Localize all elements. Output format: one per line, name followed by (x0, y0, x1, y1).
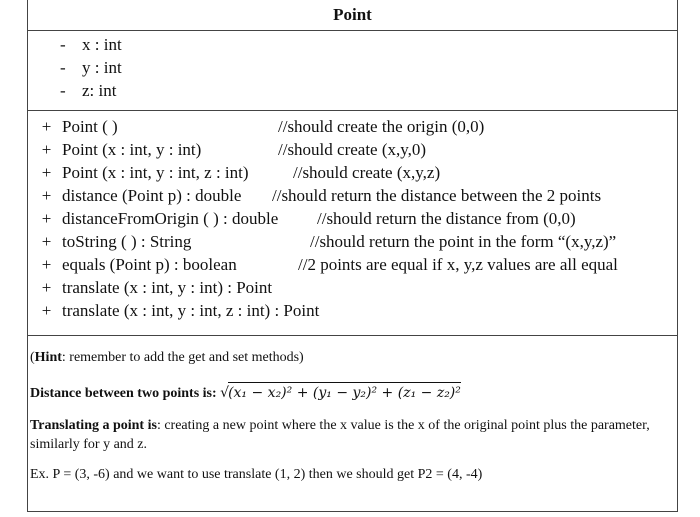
method-point-xy (36, 140, 201, 160)
method-signature: translate (x : int, y : int) : Point (62, 278, 273, 297)
method-comment: //2 points are equal if x, y,z values are all equal (298, 255, 618, 274)
method-translate-xy (36, 278, 272, 298)
method-comment: //should create (x,y,0) (278, 140, 427, 159)
attribute-text: y : int (82, 58, 122, 77)
attribute-text: z: int (82, 81, 117, 100)
method-signature: translate (x : int, y : int, z : int) : Point (62, 301, 320, 320)
method-signature: toString ( ) : String (62, 232, 192, 251)
method-distance (36, 186, 241, 206)
method-signature: distance (Point p) : double (62, 186, 242, 205)
hint-label: Hint (34, 350, 62, 365)
method-comment: //should return the point in the form “(x,y,z)” (310, 232, 617, 251)
public-visibility: + (41, 209, 52, 228)
attribute-text: x : int (82, 35, 122, 54)
method-point-xyz (36, 163, 249, 183)
public-visibility: + (41, 186, 52, 205)
public-visibility: + (41, 301, 52, 320)
attribute-z (60, 81, 116, 101)
private-visibility: - (60, 81, 66, 100)
public-visibility: + (41, 278, 52, 297)
private-visibility: - (60, 35, 66, 54)
method-distance-from-origin (36, 209, 278, 229)
private-visibility: - (60, 58, 66, 77)
public-visibility: + (41, 255, 52, 274)
method-signature: Point (x : int, y : int, z : int) (62, 163, 249, 182)
method-signature: Point ( ) (62, 117, 118, 136)
example-note: Ex. P = (3, -6) and we want to use translate (1, 2) then we should get P2 = (4, -4) (30, 467, 483, 482)
method-comment: //should return the distance between the 2 points (272, 186, 602, 205)
method-signature: Point (x : int, y : int) (62, 140, 202, 159)
public-visibility: + (41, 232, 52, 251)
distance-note (30, 382, 663, 403)
distance-formula: √(x₁ − x₂)² + (y₁ − y₂)² + (z₁ − z₂)² (220, 385, 461, 401)
public-visibility: + (41, 117, 52, 136)
translate-label: Translating a point is (30, 418, 157, 433)
public-visibility: + (41, 163, 52, 182)
attributes-section (28, 31, 677, 111)
method-to-string (36, 232, 191, 252)
method-equals (36, 255, 237, 275)
method-signature: distanceFromOrigin ( ) : double (62, 209, 279, 228)
hint-text: : remember to add the get and set methods) (61, 350, 304, 365)
method-point-default (36, 117, 118, 137)
public-visibility: + (41, 140, 52, 159)
distance-label: Distance between two points is: (30, 386, 221, 401)
translate-text: : creating a new point where the x value is the x of the original point plus the parameter, similarly for y and z. (30, 418, 650, 452)
method-translate-xyz (36, 301, 319, 321)
hint-note: (Hint: remember to add the get and set methods) (30, 350, 304, 365)
methods-section (28, 111, 677, 336)
class-name: Point (28, 0, 677, 31)
attribute-y (60, 58, 122, 78)
method-signature: equals (Point p) : boolean (62, 255, 237, 274)
method-comment: //should create the origin (0,0) (278, 117, 485, 136)
translate-note (30, 416, 663, 454)
notes-section (28, 336, 677, 511)
method-comment: //should return the distance from (0,0) (317, 209, 576, 228)
uml-class-box (27, 0, 678, 512)
method-comment: //should create (x,y,z) (293, 163, 441, 182)
attribute-x (60, 35, 122, 55)
